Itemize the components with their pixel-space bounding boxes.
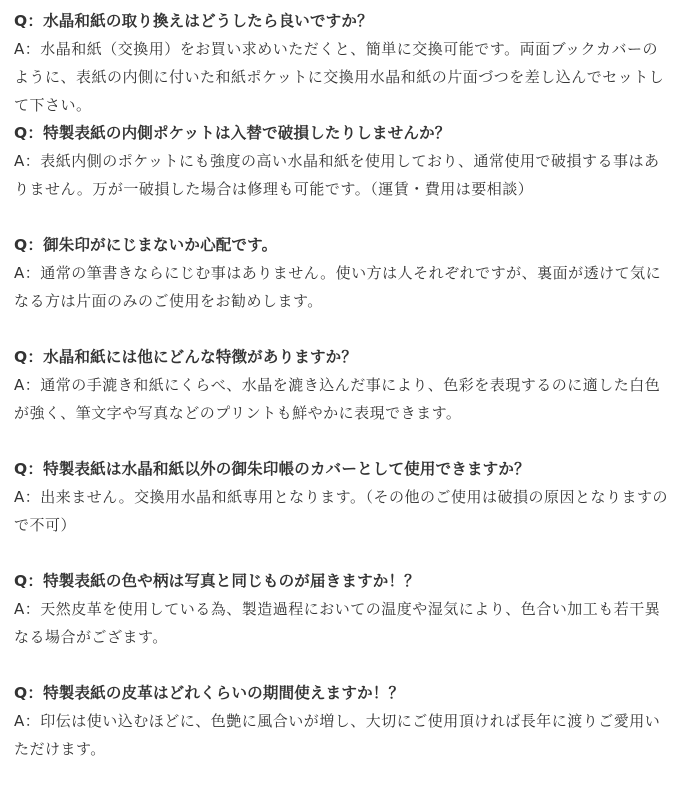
faq-item — [14, 679, 673, 791]
faq-question: Q：水晶和紙の取り換えはどうしたら良いですか？ — [14, 12, 373, 30]
faq-question: Q：特製表紙の色や柄は写真と同じものが届きますか！？ — [14, 572, 420, 590]
faq-answer: A：出来ません。交換用水晶和紙専用となります。（その他のご使用は破損の原因となりますので不可） — [14, 488, 668, 534]
faq-item — [14, 567, 673, 679]
faq-answer: A：印伝は使い込むほどに、色艶に風合いが増し、大切にご使用頂ければ長年に渡りご愛用いただけます。 — [14, 712, 661, 758]
faq-answer: A：表紙内側のポケットにも強度の高い水晶和紙を使用しており、通常使用で破損する事はありません。万が一破損した場合は修理も可能です。（運賃・費用は要相談） — [14, 152, 660, 198]
faq-item — [14, 343, 673, 455]
faq-question: Q：御朱印がにじまないか心配です。 — [14, 236, 278, 254]
faq-item — [14, 231, 673, 343]
faq-question: Q：特製表紙は水晶和紙以外の御朱印帳のカバーとして使用できますか？ — [14, 460, 530, 478]
faq-item — [14, 7, 673, 119]
faq-question: Q：特製表紙の皮革はどれくらいの期間使えますか！？ — [14, 684, 405, 702]
faq-item — [14, 455, 673, 567]
faq-question: Q：水晶和紙には他にどんな特徴がありますか？ — [14, 348, 358, 366]
faq-answer: A：天然皮革を使用している為、製造過程においての温度や湿気により、色合い加工も若干異なる場合がござます。 — [14, 600, 661, 646]
faq-answer: A：通常の手漉き和紙にくらべ、水晶を漉き込んだ事により、色彩を表現するのに適した白色が強く、筆文字や写真などのプリントも鮮やかに表現できます。 — [14, 376, 661, 422]
faq-question: Q：特製表紙の内側ポケットは入替で破損したりしませんか？ — [14, 124, 451, 142]
faq-answer: A：水晶和紙（交換用）をお買い求めいただくと、簡単に交換可能です。両面ブックカバーのように、表紙の内側に付いた和紙ポケットに交換用水晶和紙の片面づつを差し込んでセットして下さい。 — [14, 40, 665, 114]
faq-answer: A：通常の筆書きならにじむ事はありません。使い方は人それぞれですが、裏面が透けて気になる方は片面のみのご使用をお勧めします。 — [14, 264, 662, 310]
faq-item — [14, 119, 673, 231]
